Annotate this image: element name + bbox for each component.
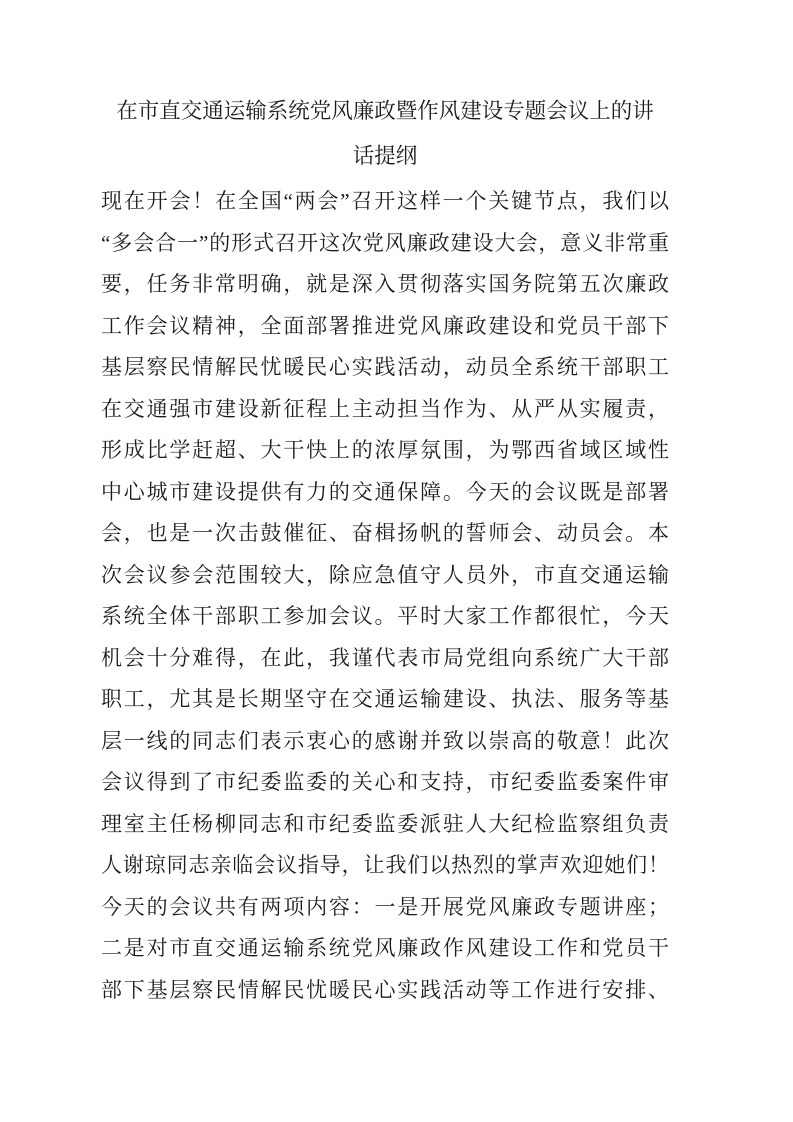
body-line: 要，任务非常明确，就是深入贯彻落实国务院第五次廉政 (101, 272, 669, 296)
body-line: 部下基层察民情解民忧暖民心实践活动等工作进行安排、 (101, 977, 669, 1002)
document-body (101, 181, 669, 1011)
body-line: 职工，尤其是长期坚守在交通运输建设、执法、服务等基 (101, 687, 669, 711)
body-line: 中心城市建设提供有力的交通保障。今天的会议既是部署 (101, 479, 669, 504)
body-line: 基层察民情解民忧暖民心实践活动，动员全系统干部职工 (101, 355, 669, 379)
body-line: 次会议参会范围较大，除应急值守人员外，市直交通运输 (101, 562, 669, 587)
body-line: 形成比学赶超、大干快上的浓厚氛围，为鄂西省域区域性 (101, 438, 669, 462)
body-line: 会，也是一次击鼓催征、奋楫扬帆的誓师会、动员会。本 (101, 521, 669, 545)
body-line: “多会合一”的形式召开这次党风廉政建设大会，意义非常重 (101, 230, 669, 255)
body-line: 层一线的同志们表示衷心的感谢并致以崇高的敬意！此次 (101, 728, 669, 753)
title-line: 话提纲 (352, 144, 418, 168)
body-line: 工作会议精神，全面部署推进党风廉政建设和党员干部下 (101, 313, 669, 338)
body-line: 在交通强市建设新征程上主动担当作为、从严从实履责， (101, 396, 669, 421)
body-line: 二是对市直交通运输系统党风廉政作风建设工作和党员干 (101, 936, 669, 960)
body-line: 理室主任杨柳同志和市纪委监委派驻人大纪检监察组负责 (101, 811, 669, 836)
body-line: 机会十分难得，在此，我谨代表市局党组向系统广大干部 (101, 645, 669, 670)
body-line: 现在开会！在全国“两会”召开这样一个关键节点，我们以 (101, 189, 669, 213)
body-line: 系统全体干部职工参加会议。平时大家工作都很忙，今天 (101, 604, 669, 628)
body-line: 今天的会议共有两项内容：一是开展党风廉政专题讲座； (101, 894, 669, 919)
body-line: 人谢琼同志亲临会议指导，让我们以热烈的掌声欢迎她们！ (101, 853, 669, 877)
body-line: 会议得到了市纪委监委的关心和支持，市纪委监委案件审 (101, 770, 669, 794)
title-line: 在市直交通运输系统党风廉政暨作风建设专题会议上的讲 (116, 99, 654, 123)
document-title (101, 89, 669, 179)
